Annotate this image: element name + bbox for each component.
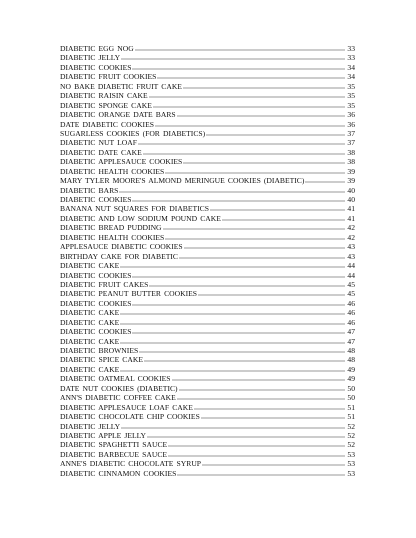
dot-leader <box>149 281 345 287</box>
toc-entry-title: DIABETIC APPLESAUCE COOKIES <box>60 157 183 167</box>
toc-entry-title: DIABETIC CAKE <box>60 261 120 271</box>
dot-leader <box>183 83 345 89</box>
dot-leader <box>165 234 345 240</box>
toc-entry-page-number: 36 <box>347 110 355 120</box>
toc-entry-page-number: 33 <box>347 44 355 53</box>
toc-entry-title: DIABETIC COOKIES <box>60 327 132 337</box>
table-of-contents <box>60 44 355 478</box>
dot-leader <box>210 205 345 211</box>
toc-entry-title: MARY TYLER MOORE'S ALMOND MERINGUE COOKIES (DIABETIC) <box>60 176 305 186</box>
toc-entry-page-number: 36 <box>347 119 355 129</box>
toc-entry-title: DIABETIC BREAD PUDDING <box>60 223 162 233</box>
toc-entry-page-number: 35 <box>347 100 355 110</box>
toc-entry-title: DIABETIC SPONGE CAKE <box>60 100 152 110</box>
toc-entry <box>60 271 355 280</box>
toc-entry-page-number: 40 <box>347 185 355 195</box>
dot-leader <box>168 451 345 457</box>
toc-entry <box>60 148 355 157</box>
toc-entry-title: DIABETIC NUT LOAF <box>60 138 137 148</box>
toc-entry-page-number: 39 <box>347 176 355 186</box>
toc-entry-title: SUGARLESS COOKIES (FOR DIABETICS) <box>60 128 206 138</box>
toc-entry-title: DIABETIC COOKIES <box>60 62 132 72</box>
toc-entry <box>60 308 355 317</box>
toc-entry <box>60 261 355 270</box>
toc-entry-page-number: 37 <box>347 128 355 138</box>
toc-entry <box>60 412 355 421</box>
toc-entry-page-number: 35 <box>347 91 355 101</box>
toc-entry-page-number: 43 <box>347 242 355 252</box>
dot-leader <box>165 168 345 174</box>
toc-entry-page-number: 42 <box>347 223 355 233</box>
dot-leader <box>202 460 345 466</box>
toc-entry-title: DIABETIC OATMEAL COOKIES <box>60 374 171 384</box>
toc-entry <box>60 393 355 402</box>
toc-entry-title: DIABETIC COOKIES <box>60 270 132 280</box>
toc-entry-page-number: 39 <box>347 166 355 176</box>
toc-entry-title: DIABETIC SPAGHETTI SAUCE <box>60 440 168 450</box>
toc-entry-title: DIABETIC SPICE CAKE <box>60 355 143 365</box>
toc-entry-title: DIABETIC BROWNIES <box>60 346 139 355</box>
toc-entry-page-number: 47 <box>347 327 355 337</box>
toc-entry-title: DIABETIC AND LOW SODIUM POUND CAKE <box>60 213 221 223</box>
toc-entry <box>60 440 355 449</box>
toc-entry <box>60 318 355 327</box>
toc-entry-page-number: 53 <box>347 449 355 459</box>
toc-entry-title: DATE DIABETIC COOKIES <box>60 119 154 129</box>
toc-entry-page-number: 50 <box>347 393 355 403</box>
toc-entry-title: DATE NUT COOKIES (DIABETIC) <box>60 383 178 393</box>
toc-entry-title: ANN'S DIABETIC COFFEE CAKE <box>60 393 176 403</box>
toc-entry <box>60 450 355 459</box>
dot-leader <box>179 385 345 391</box>
toc-entry-page-number: 48 <box>347 346 355 355</box>
toc-entry-title: DIABETIC EGG NOG <box>60 44 134 53</box>
toc-entry <box>60 72 355 81</box>
toc-entry <box>60 157 355 166</box>
toc-entry-title: DIABETIC APPLE JELLY <box>60 430 147 440</box>
toc-entry-page-number: 45 <box>347 289 355 299</box>
toc-entry-page-number: 46 <box>347 298 355 308</box>
dot-leader <box>194 404 345 410</box>
toc-entry <box>60 355 355 364</box>
toc-entry <box>60 327 355 336</box>
dot-leader <box>198 290 345 296</box>
toc-entry-title: DIABETIC HEALTH COOKIES <box>60 232 165 242</box>
dot-leader <box>132 328 345 334</box>
toc-entry <box>60 176 355 185</box>
toc-entry-page-number: 48 <box>347 355 355 365</box>
dot-leader <box>163 224 345 230</box>
dot-leader <box>201 413 345 419</box>
dot-leader <box>132 64 345 70</box>
dot-leader <box>138 139 345 145</box>
toc-entry <box>60 374 355 383</box>
toc-entry-page-number: 40 <box>347 195 355 204</box>
toc-entry-title: DIABETIC BARBECUE SAUCE <box>60 449 168 459</box>
dot-leader <box>177 470 345 476</box>
dot-leader <box>132 272 345 278</box>
dot-leader <box>132 196 345 202</box>
dot-leader <box>120 366 345 372</box>
toc-entry-page-number: 45 <box>347 279 355 289</box>
toc-entry-page-number: 44 <box>347 270 355 280</box>
toc-entry <box>60 459 355 468</box>
toc-entry-title: DIABETIC CINNAMON COOKIES <box>60 468 177 478</box>
dot-leader <box>119 187 345 193</box>
toc-entry-title: DIABETIC CHOCOLATE CHIP COOKIES <box>60 412 200 422</box>
toc-entry-title: DIABETIC PEANUT BUTTER COOKIES <box>60 289 197 299</box>
dot-leader <box>184 243 345 249</box>
dot-leader <box>179 253 345 259</box>
toc-entry <box>60 53 355 62</box>
dot-leader <box>153 102 345 108</box>
toc-entry <box>60 214 355 223</box>
dot-leader <box>155 121 345 127</box>
toc-entry <box>60 280 355 289</box>
toc-entry <box>60 346 355 355</box>
toc-entry <box>60 195 355 204</box>
toc-entry <box>60 223 355 232</box>
toc-entry <box>60 63 355 72</box>
toc-entry-page-number: 41 <box>347 204 355 214</box>
toc-entry <box>60 101 355 110</box>
toc-entry-title: APPLESAUCE DIABETIC COOKIES <box>60 242 183 252</box>
toc-entry <box>60 110 355 119</box>
toc-entry-page-number: 38 <box>347 157 355 167</box>
dot-leader <box>139 347 345 353</box>
dot-leader <box>149 92 345 98</box>
dot-leader <box>177 394 345 400</box>
dot-leader <box>121 54 345 60</box>
toc-entry-page-number: 49 <box>347 364 355 374</box>
toc-entry-page-number: 44 <box>347 261 355 271</box>
dot-leader <box>147 432 345 438</box>
dot-leader <box>183 158 345 164</box>
dot-leader <box>120 309 345 315</box>
toc-entry <box>60 299 355 308</box>
dot-leader <box>206 130 345 136</box>
toc-entry <box>60 204 355 213</box>
toc-entry <box>60 403 355 412</box>
dot-leader <box>222 215 345 221</box>
dot-leader <box>121 423 345 429</box>
toc-entry-page-number: 41 <box>347 213 355 223</box>
toc-entry-page-number: 52 <box>347 421 355 431</box>
toc-entry-title: DIABETIC HEALTH COOKIES <box>60 166 165 176</box>
toc-entry-page-number: 46 <box>347 317 355 327</box>
toc-entry <box>60 82 355 91</box>
toc-entry-page-number: 38 <box>347 147 355 157</box>
toc-entry-page-number: 52 <box>347 440 355 450</box>
toc-entry <box>60 242 355 251</box>
toc-entry-title: DIABETIC CAKE <box>60 364 120 374</box>
toc-entry-title: DIABETIC CAKE <box>60 336 120 346</box>
toc-entry-title: DIABETIC CAKE <box>60 308 120 318</box>
dot-leader <box>305 177 345 183</box>
toc-entry <box>60 120 355 129</box>
toc-entry-title: DIABETIC JELLY <box>60 421 121 431</box>
toc-entry-page-number: 50 <box>347 383 355 393</box>
toc-entry <box>60 129 355 138</box>
toc-entry-title: DIABETIC COOKIES <box>60 195 132 204</box>
toc-entry-title: DIABETIC FRUIT CAKES <box>60 279 149 289</box>
toc-entry-page-number: 34 <box>347 72 355 82</box>
toc-entry <box>60 91 355 100</box>
dot-leader <box>120 319 345 325</box>
dot-leader <box>132 300 345 306</box>
toc-entry <box>60 422 355 431</box>
toc-entry-page-number: 51 <box>347 402 355 412</box>
dot-leader <box>177 111 345 117</box>
toc-entry <box>60 186 355 195</box>
toc-entry-page-number: 46 <box>347 308 355 318</box>
toc-entry <box>60 384 355 393</box>
toc-entry <box>60 469 355 478</box>
toc-entry-page-number: 34 <box>347 62 355 72</box>
toc-entry <box>60 167 355 176</box>
dot-leader <box>135 45 345 51</box>
toc-entry-page-number: 42 <box>347 232 355 242</box>
toc-entry-title: DIABETIC CAKE <box>60 317 120 327</box>
toc-entry-page-number: 49 <box>347 374 355 384</box>
toc-entry-title: BANANA NUT SQUARES FOR DIABETICS <box>60 204 209 214</box>
toc-entry-title: DIABETIC RAISIN CAKE <box>60 91 148 101</box>
toc-entry <box>60 337 355 346</box>
dot-leader <box>143 149 345 155</box>
toc-entry <box>60 44 355 53</box>
toc-entry-page-number: 53 <box>347 459 355 469</box>
toc-entry <box>60 289 355 298</box>
toc-entry-page-number: 47 <box>347 336 355 346</box>
toc-entry-page-number: 51 <box>347 412 355 422</box>
dot-leader <box>120 262 345 268</box>
toc-entry-title: DIABETIC DATE CAKE <box>60 147 142 157</box>
toc-entry-title: ANNE'S DIABETIC CHOCOLATE SYRUP <box>60 459 202 469</box>
toc-entry-title: NO BAKE DIABETIC FRUIT CAKE <box>60 81 182 91</box>
toc-entry <box>60 431 355 440</box>
toc-entry-title: DIABETIC BARS <box>60 185 119 195</box>
toc-entry-title: DIABETIC JELLY <box>60 53 121 63</box>
toc-entry-title: BIRTHDAY CAKE FOR DIABETIC <box>60 251 178 261</box>
dot-leader <box>172 375 345 381</box>
toc-entry-title: DIABETIC ORANGE DATE BARS <box>60 110 176 120</box>
toc-entry-page-number: 33 <box>347 53 355 63</box>
dot-leader <box>157 73 345 79</box>
toc-entry <box>60 252 355 261</box>
toc-entry-page-number: 52 <box>347 430 355 440</box>
toc-entry <box>60 233 355 242</box>
dot-leader <box>120 338 345 344</box>
toc-entry <box>60 365 355 374</box>
toc-entry-title: DIABETIC COOKIES <box>60 298 132 308</box>
toc-entry-title: DIABETIC APPLESAUCE LOAF CAKE <box>60 402 193 412</box>
dot-leader <box>144 356 345 362</box>
toc-entry-title: DIABETIC FRUIT COOKIES <box>60 72 157 82</box>
toc-entry <box>60 138 355 147</box>
toc-entry-page-number: 43 <box>347 251 355 261</box>
toc-entry-page-number: 53 <box>347 468 355 478</box>
toc-entry-page-number: 35 <box>347 81 355 91</box>
toc-entry-page-number: 37 <box>347 138 355 148</box>
dot-leader <box>168 441 345 447</box>
